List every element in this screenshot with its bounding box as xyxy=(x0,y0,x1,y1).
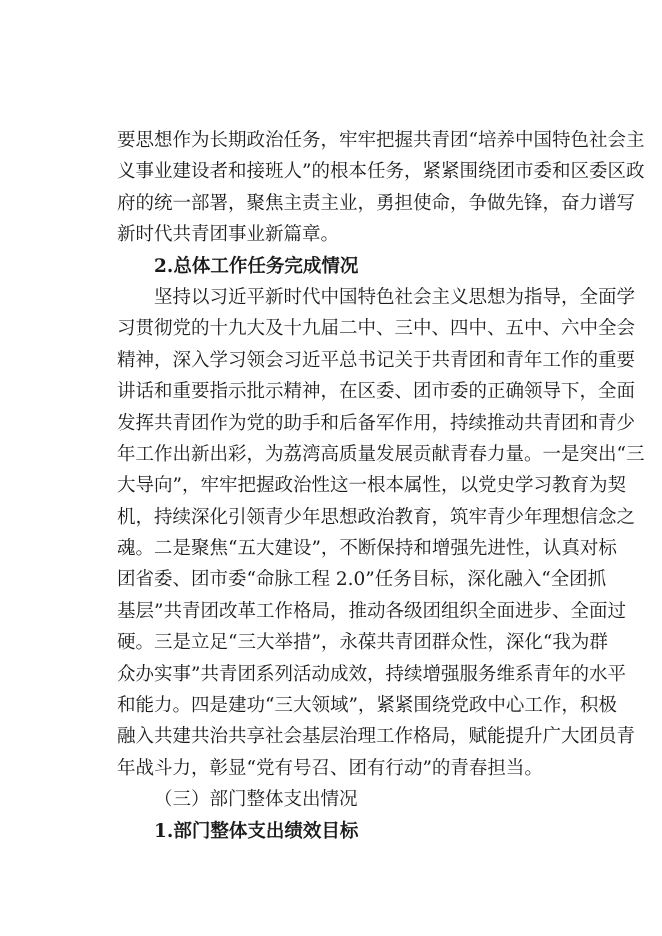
paragraph-line: 新时代共青团事业新篇章。 xyxy=(117,224,340,246)
paragraph-line: 基层”共青团改革工作格局，推动各级团组织全面进步、全面过 xyxy=(117,600,626,622)
document-page-body xyxy=(117,128,645,850)
paragraph-line: 府的统一部署，聚焦主责主业，勇担使命，争做先锋，奋力谱写 xyxy=(117,192,636,214)
paragraph-line: 年战斗力，彰显“党有号召、团有行动”的青春担当。 xyxy=(117,757,543,779)
paragraph-line: 大导向”，牢牢把握政治性这一根本属性，以党史学习教育为契 xyxy=(117,475,626,497)
paragraph-line: 义事业建设者和接班人”的根本任务，紧紧围绕团市委和区委区政 xyxy=(117,161,645,183)
paragraph-line: 习贯彻党的十九大及十九届二中、三中、四中、五中、六中全会 xyxy=(117,318,636,340)
section-heading: 1.部门整体支出绩效目标 xyxy=(154,820,359,842)
paragraph-line: 精神，深入学习领会习近平总书记关于共青团和青年工作的重要 xyxy=(117,349,636,371)
paragraph-line: 要思想作为长期政治任务，牢牢把握共青团“培养中国特色社会主 xyxy=(117,130,645,151)
paragraph-line: 魂。二是聚焦“五大建设”，不断保持和增强先进性，认真对标 xyxy=(117,538,617,560)
paragraph-line: 团省委、团市委“命脉工程 2.0”任务目标，深化融入“全团抓 xyxy=(117,569,607,591)
section-heading: （三）部门整体支出情况 xyxy=(154,789,358,811)
paragraph-line: 众办实事”共青团系列活动成效，持续增强服务维系青年的水平 xyxy=(117,663,626,685)
paragraph-line: 硬。三是立足“三大举措”，永葆共青团群众性，深化“我为群 xyxy=(117,632,608,654)
paragraph-line: 坚持以习近平新时代中国特色社会主义思想为指导，全面学 xyxy=(154,286,636,308)
section-heading: 2.总体工作任务完成情况 xyxy=(154,255,359,277)
paragraph-line: 讲话和重要指示批示精神，在区委、团市委的正确领导下，全面 xyxy=(117,381,636,403)
paragraph-line: 和能力。四是建功“三大领域”，紧紧围绕党政中心工作，积极 xyxy=(117,695,617,717)
paragraph-line: 融入共建共治共享社会基层治理工作格局，赋能提升广大团员青 xyxy=(117,726,636,748)
paragraph-line: 年工作出新出彩，为荔湾高质量发展贡献青春力量。一是突出“三 xyxy=(117,443,645,465)
paragraph-line: 发挥共青团作为党的助手和后备军作用，持续推动共青团和青少 xyxy=(117,412,636,434)
paragraph-line: 机，持续深化引领青少年思想政治教育，筑牢青少年理想信念之 xyxy=(117,506,636,528)
